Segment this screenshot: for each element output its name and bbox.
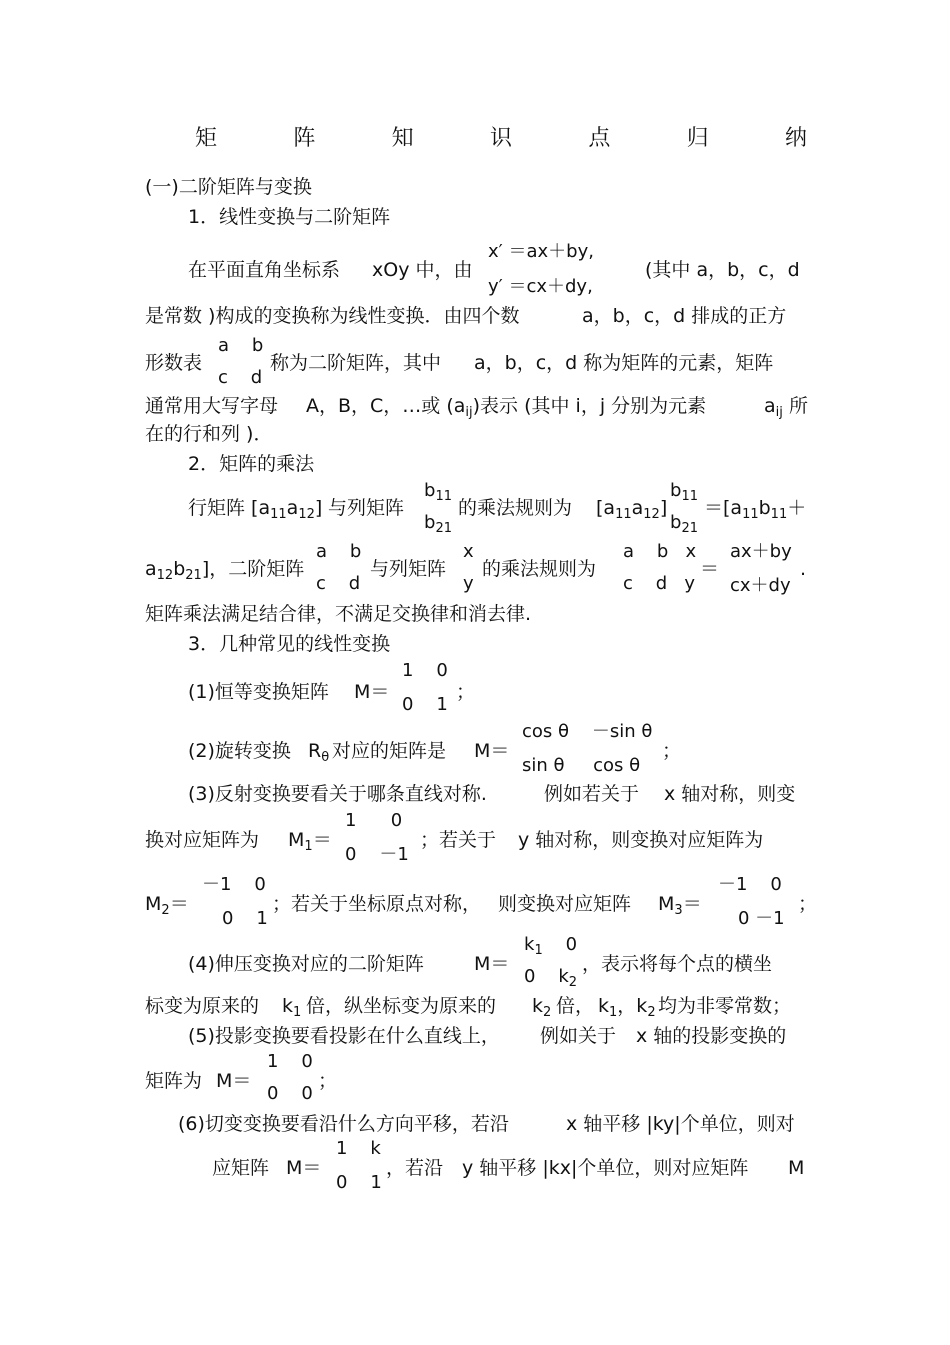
text: 则变换对应矩阵 xyxy=(498,893,632,915)
text: (1)恒等变换矩阵 xyxy=(188,681,329,703)
page-title xyxy=(195,121,807,152)
text: $R_\theta$ xyxy=(308,740,330,765)
matrix-entry: c d y xyxy=(623,573,696,594)
text: $k_1$ xyxy=(282,995,302,1020)
text: ，表示将每个点的横坐 xyxy=(582,953,773,975)
equation-line: x′ ＝ax＋by, xyxy=(488,241,594,262)
title-char: 纳 xyxy=(784,126,807,151)
text: 均为非零常数； xyxy=(658,995,792,1017)
text: $a_{ij}$ 所 xyxy=(764,395,808,420)
text: 矩阵为 xyxy=(145,1070,203,1092)
matrix-entry: 0 1 xyxy=(402,694,448,715)
matrix-entry: a b xyxy=(316,541,362,562)
text: 例如关于 xyxy=(540,1025,617,1047)
matrix-entry: －1 0 xyxy=(718,874,782,895)
text: 称为二阶矩阵，其中 xyxy=(270,352,442,374)
text: (3)反射变换要看关于哪条直线对称. xyxy=(188,783,487,805)
text: x 轴的投影变换的 xyxy=(636,1025,787,1047)
text: (5)投影变换要看投影在什么直线上， xyxy=(188,1025,500,1047)
text: 形数表 xyxy=(145,352,203,374)
text: 在的行和列 )． xyxy=(145,423,273,445)
matrix-entry: 0 1 xyxy=(222,908,268,929)
matrix-entry: a b x xyxy=(623,541,697,562)
matrix-entry: 0 0 xyxy=(267,1083,313,1104)
text: ；若关于坐标原点对称， xyxy=(272,893,482,915)
text: (6)切变变换要看沿什么方向平移，若沿 xyxy=(178,1113,509,1135)
item-heading: 3．几种常见的线性变换 xyxy=(188,633,391,655)
text: A，B，C，…或 $(a_{ij})$表示 (其中 i，j 分别为元素 xyxy=(306,395,707,420)
matrix-entry: 1 k xyxy=(336,1138,381,1159)
title-char: 阵 xyxy=(293,126,316,151)
text: x 轴对称，则变 xyxy=(664,783,796,805)
text: a，b，c，d 排成的正方 xyxy=(582,305,787,327)
text: ； xyxy=(798,893,818,915)
equation-line: y′ ＝cx＋dy, xyxy=(488,276,593,297)
matrix-entry: 0 －1 xyxy=(345,844,409,865)
text: (其中 a，b，c，d xyxy=(645,259,800,281)
text: $M_2=$ xyxy=(145,893,189,918)
title-char: 识 xyxy=(489,126,512,151)
text: a，b，c，d 称为矩阵的元素，矩阵 xyxy=(474,352,774,374)
matrix-entry: c d xyxy=(218,367,263,388)
text: $[a_{11}a_{12}]$ xyxy=(596,497,668,522)
text: 的乘法规则为 xyxy=(458,497,573,519)
matrix-entry: ax＋by xyxy=(730,541,792,562)
text: M xyxy=(788,1157,805,1179)
text: 与列矩阵 xyxy=(328,497,405,519)
text: y 轴平移 |kx|个单位，则对应矩阵 xyxy=(462,1157,749,1179)
text: 行矩阵 $[a_{11}a_{12}]$ xyxy=(188,497,323,522)
text: $k_2$ xyxy=(532,995,552,1020)
text: ； xyxy=(318,1070,338,1092)
matrix-entry: cx＋dy xyxy=(730,575,791,596)
text: . xyxy=(800,558,807,580)
text: 应矩阵 xyxy=(212,1157,270,1179)
matrix-entry: 1 0 xyxy=(267,1051,313,1072)
matrix-entry: 1 0 xyxy=(402,660,448,681)
matrix-entry: －1 0 xyxy=(202,874,266,895)
matrix-entry: 0 1 xyxy=(336,1172,382,1193)
text: $M_3=$ xyxy=(658,893,702,918)
text: 倍，纵坐标变为原来的 xyxy=(306,995,497,1017)
section-heading: (一)二阶矩阵与变换 xyxy=(145,176,312,198)
title-char: 点 xyxy=(588,126,611,151)
text: 标变为原来的 xyxy=(145,995,260,1017)
matrix-entry: cos θ －sin θ xyxy=(522,721,653,742)
text: $M_1=$ xyxy=(288,829,332,854)
text: M＝ xyxy=(474,740,510,762)
matrix-entry: $b_{21}$ xyxy=(424,512,452,536)
text: 与列矩阵 xyxy=(370,558,447,580)
matrix-entry: $k_1$ 0 xyxy=(524,934,578,958)
title-char: 归 xyxy=(686,126,709,151)
matrix-entry: $b_{11}$ xyxy=(670,480,698,504)
text: 例如若关于 xyxy=(544,783,640,805)
matrix-entry: 1 0 xyxy=(345,810,403,831)
text: (2)旋转变换 xyxy=(188,740,291,762)
text: 在平面直角坐标系 xyxy=(188,259,341,281)
text: M＝ xyxy=(474,953,510,975)
title-char: 矩 xyxy=(195,126,218,151)
matrix-entry: 0 $k_2$ xyxy=(524,966,578,990)
text: ； xyxy=(662,740,682,762)
text: ； xyxy=(456,681,476,703)
text: $k_1$，$k_2$ xyxy=(598,995,656,1020)
text: y 轴对称，则变换对应矩阵为 xyxy=(518,829,764,851)
matrix-entry: a b xyxy=(218,335,264,356)
item-heading: 1．线性变换与二阶矩阵 xyxy=(188,206,391,228)
text: $a_{12}b_{21}$]，二阶矩阵 xyxy=(145,558,305,583)
matrix-entry: y xyxy=(463,573,474,594)
text: M＝ xyxy=(286,1157,322,1179)
text: ；若关于 xyxy=(420,829,497,851)
matrix-entry: $b_{11}$ xyxy=(424,480,452,504)
title-char: 知 xyxy=(391,126,414,151)
text: x 轴平移 |ky|个单位，则对 xyxy=(566,1113,795,1135)
matrix-entry: 0 －1 xyxy=(738,908,785,929)
text: 是常数 )构成的变换称为线性变换．由四个数 xyxy=(145,305,520,327)
matrix-entry: sin θ cos θ xyxy=(522,755,641,776)
matrix-entry: $b_{21}$ xyxy=(670,512,698,536)
text: $=[a_{11}b_{11}+$ xyxy=(704,497,807,522)
text: 对应的矩阵是 xyxy=(332,740,447,762)
matrix-entry: c d xyxy=(316,573,361,594)
text: 换对应矩阵为 xyxy=(145,829,260,851)
text: 矩阵乘法满足结合律，不满足交换律和消去律. xyxy=(145,603,532,625)
text: ＝ xyxy=(700,558,720,580)
matrix-entry: x xyxy=(463,541,474,562)
text: M＝ xyxy=(216,1070,252,1092)
text: 的乘法规则为 xyxy=(482,558,597,580)
text: 通常用大写字母 xyxy=(145,395,279,417)
text: M＝ xyxy=(354,681,390,703)
text: xOy 中，由 xyxy=(372,259,473,281)
text: ，若沿 xyxy=(386,1157,444,1179)
text: (4)伸压变换对应的二阶矩阵 xyxy=(188,953,424,975)
text: 倍， xyxy=(556,995,595,1017)
item-heading: 2．矩阵的乘法 xyxy=(188,453,315,475)
